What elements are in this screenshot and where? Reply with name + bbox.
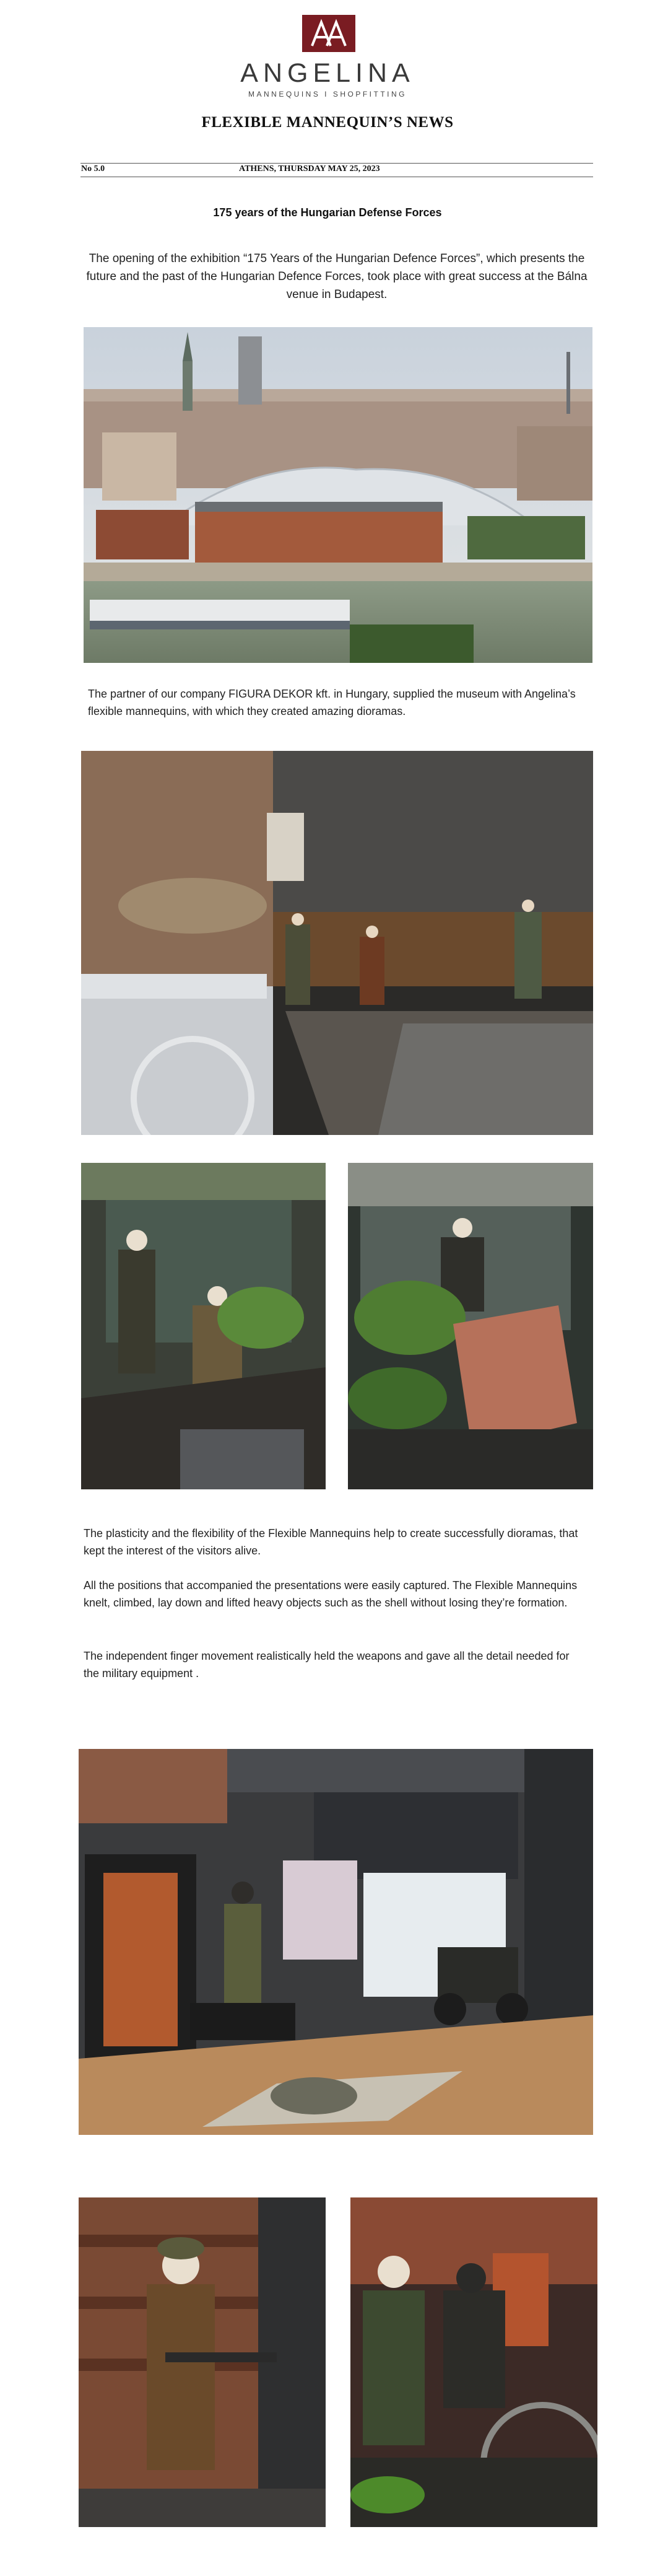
logo-monogram-icon: [302, 15, 355, 52]
body-paragraph-1: The plasticity and the flexibility of the Flexible Mannequins help to create successfully dioramas, that kept the interest of the visitors alive.: [84, 1527, 578, 1557]
article-title: 175 years of the Hungarian Defense Forces: [213, 206, 442, 219]
body-paragraph-2: All the positions that accompanied the presentations were easily captured. The Flexible Mannequins knelt, climbed, lay down and lifted heavy objects such as the shell without losing they’re formation.: [84, 1579, 578, 1609]
soldiers-foliage-photo-right: [348, 1163, 593, 1489]
issue-number: No 5.0: [81, 164, 105, 173]
newsletter-title: FLEXIBLE MANNEQUIN’S NEWS: [201, 114, 454, 131]
body-paragraph-3: The independent finger movement realistically held the weapons and gave all the detail needed for the military equipment .: [84, 1650, 570, 1680]
top-rule: [80, 163, 593, 164]
brand-tagline: MANNEQUINS I SHOPFITTING: [248, 90, 407, 99]
exhibition-hall-photo: [79, 1749, 593, 2135]
brand-logo: [302, 15, 355, 52]
soldier-closeup-photo-left: [79, 2197, 326, 2527]
trench-diorama-photo: [81, 751, 593, 1135]
article-lead: The opening of the exhibition “175 Years of the Hungarian Defence Forces”, which presents the future and the past of the Hungarian Defence Forces, took place with great success at the Bálna venue in Budapest.: [86, 252, 588, 301]
soldier-closeup-photo-right: [350, 2197, 597, 2527]
issue-dateline: ATHENS, THURSDAY MAY 25, 2023: [239, 164, 380, 173]
soldiers-foliage-photo-left: [81, 1163, 326, 1489]
balna-venue-photo: [84, 327, 592, 663]
brand-name: ANGELINA: [240, 58, 415, 88]
partner-paragraph: The partner of our company FIGURA DEKOR kft. in Hungary, supplied the museum with Angelina’s flexible mannequins, with which they created amazing dioramas.: [88, 688, 576, 717]
